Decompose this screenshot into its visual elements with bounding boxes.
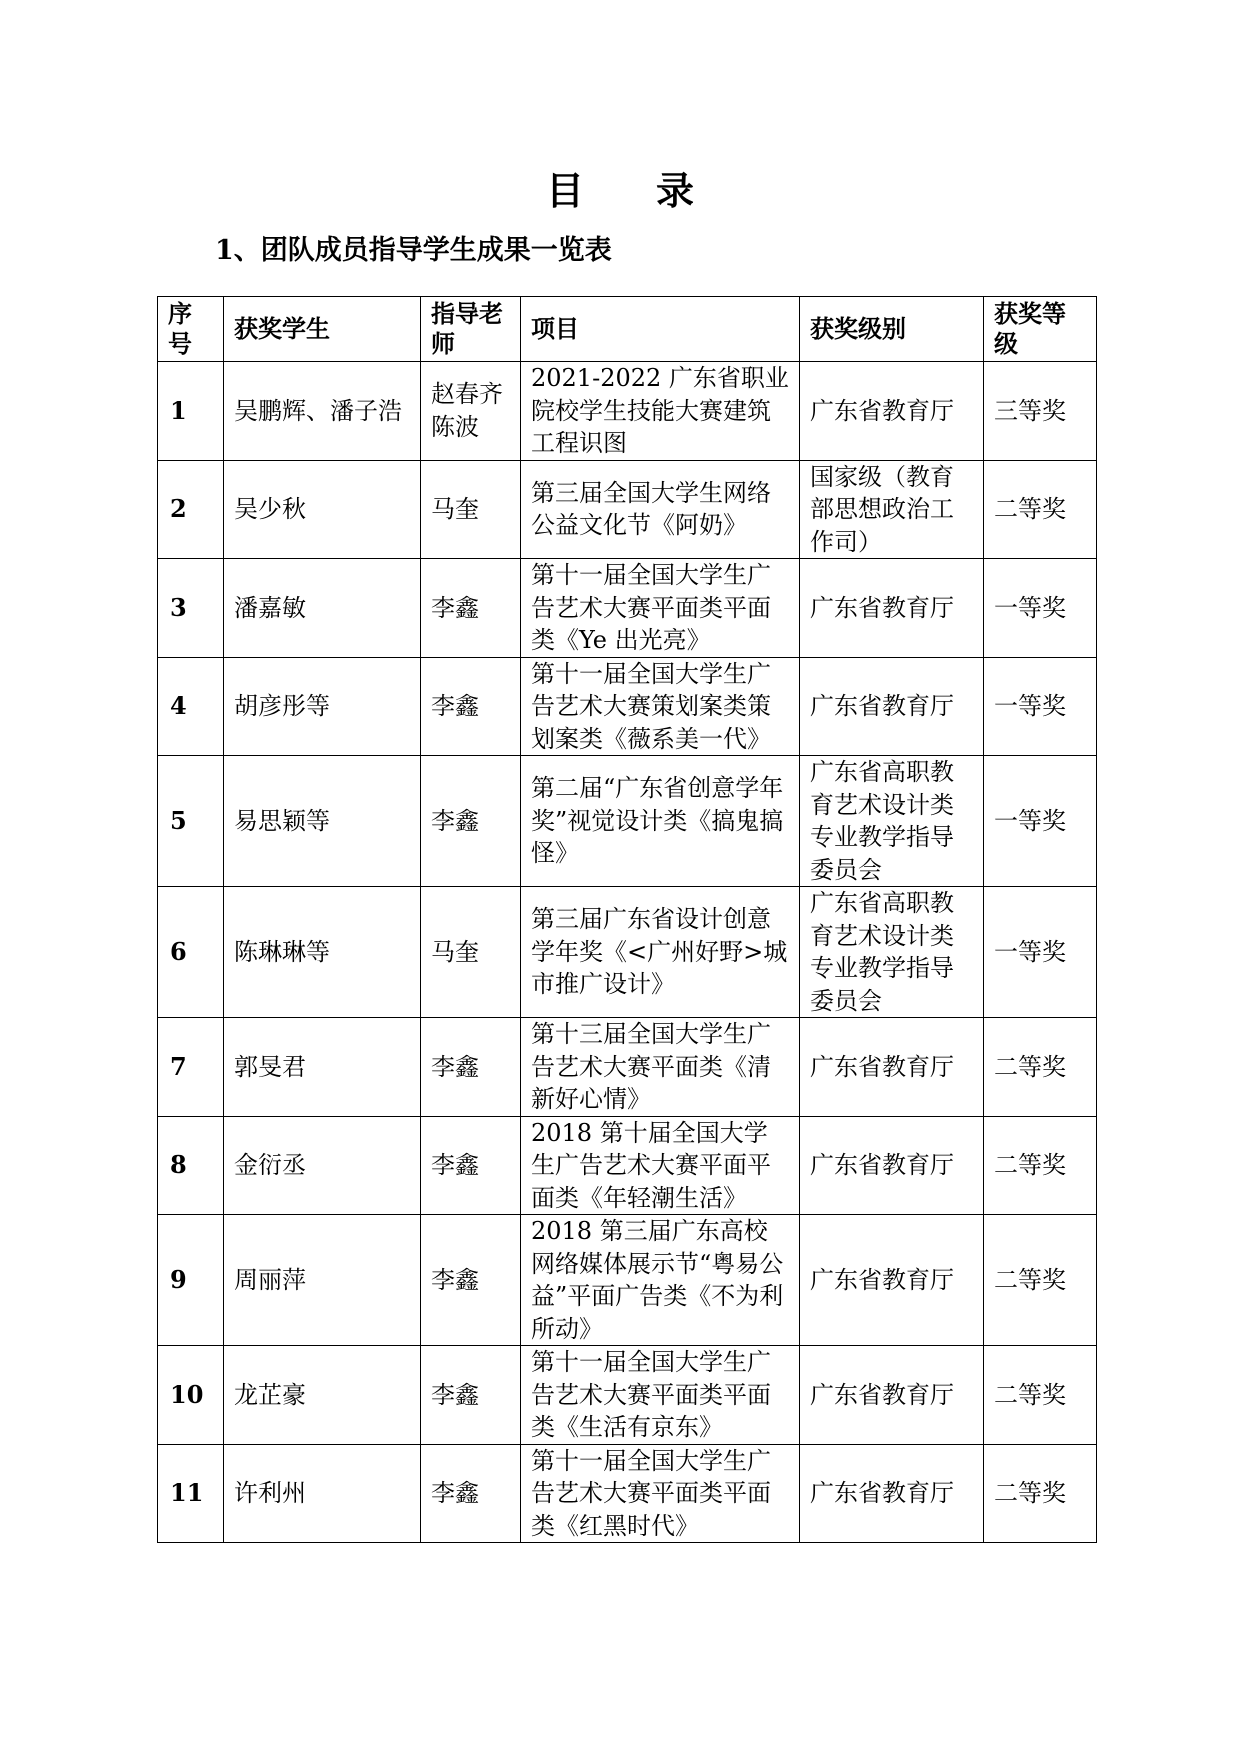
cell-level: 广东省高职教育艺术设计类专业教学指导委员会 (800, 756, 984, 887)
table-row (158, 657, 1097, 756)
cell-index: 1 (158, 362, 224, 461)
cell-project: 第二届“广东省创意学年奖”视觉设计类《搞鬼搞怪》 (521, 756, 800, 887)
cell-index: 8 (158, 1116, 224, 1215)
cell-teacher: 李鑫 (421, 1444, 521, 1543)
cell-level: 广东省教育厅 (800, 1215, 984, 1346)
cell-index: 6 (158, 887, 224, 1018)
page-title: 目录 (545, 168, 766, 213)
cell-level: 广东省教育厅 (800, 1444, 984, 1543)
cell-award: 二等奖 (984, 1116, 1097, 1215)
cell-student: 许利州 (224, 1444, 421, 1543)
header-student: 获奖学生 (224, 297, 421, 362)
cell-student: 金衍丞 (224, 1116, 421, 1215)
header-level: 获奖级别 (800, 297, 984, 362)
cell-level: 广东省高职教育艺术设计类专业教学指导委员会 (800, 887, 984, 1018)
cell-level: 广东省教育厅 (800, 1116, 984, 1215)
cell-student: 郭旻君 (224, 1018, 421, 1117)
cell-award: 一等奖 (984, 559, 1097, 658)
table-row (158, 1018, 1097, 1117)
cell-teacher: 赵春齐陈波 (421, 362, 521, 461)
cell-teacher: 李鑫 (421, 657, 521, 756)
cell-award: 二等奖 (984, 1346, 1097, 1445)
cell-award: 一等奖 (984, 887, 1097, 1018)
cell-student: 周丽萍 (224, 1215, 421, 1346)
cell-level: 国家级（教育部思想政治工作司） (800, 460, 984, 559)
table-row (158, 559, 1097, 658)
cell-student: 龙芷豪 (224, 1346, 421, 1445)
cell-teacher: 李鑫 (421, 756, 521, 887)
table-row (158, 756, 1097, 887)
cell-student: 潘嘉敏 (224, 559, 421, 658)
table-row (158, 1215, 1097, 1346)
table-row (158, 362, 1097, 461)
cell-teacher: 马奎 (421, 887, 521, 1018)
cell-award: 二等奖 (984, 1215, 1097, 1346)
cell-teacher: 马奎 (421, 460, 521, 559)
cell-teacher: 李鑫 (421, 1346, 521, 1445)
cell-level: 广东省教育厅 (800, 657, 984, 756)
cell-level: 广东省教育厅 (800, 1346, 984, 1445)
cell-teacher: 李鑫 (421, 1116, 521, 1215)
cell-index: 7 (158, 1018, 224, 1117)
cell-project: 第十一届全国大学生广告艺术大赛平面类平面类《红黑时代》 (521, 1444, 800, 1543)
cell-level: 广东省教育厅 (800, 1018, 984, 1117)
header-project: 项目 (521, 297, 800, 362)
cell-project: 2021-2022 广东省职业院校学生技能大赛建筑工程识图 (521, 362, 800, 461)
cell-project: 2018 第三届广东高校网络媒体展示节“粤易公益”平面广告类《不为利所动》 (521, 1215, 800, 1346)
cell-index: 5 (158, 756, 224, 887)
cell-index: 3 (158, 559, 224, 658)
cell-index: 11 (158, 1444, 224, 1543)
cell-student: 胡彦彤等 (224, 657, 421, 756)
cell-project: 第十一届全国大学生广告艺术大赛平面类平面类《Ye 出光亮》 (521, 559, 800, 658)
cell-award: 一等奖 (984, 657, 1097, 756)
cell-level: 广东省教育厅 (800, 559, 984, 658)
table-row (158, 460, 1097, 559)
header-index: 序号 (158, 297, 224, 362)
cell-project: 第十三届全国大学生广告艺术大赛平面类《清新好心情》 (521, 1018, 800, 1117)
cell-award: 二等奖 (984, 1444, 1097, 1543)
cell-index: 10 (158, 1346, 224, 1445)
cell-index: 4 (158, 657, 224, 756)
cell-project: 第三届全国大学生网络公益文化节《阿奶》 (521, 460, 800, 559)
cell-student: 吴少秋 (224, 460, 421, 559)
cell-award: 一等奖 (984, 756, 1097, 887)
cell-student: 吴鹏辉、潘子浩 (224, 362, 421, 461)
cell-project: 2018 第十届全国大学生广告艺术大赛平面平面类《年轻潮生活》 (521, 1116, 800, 1215)
cell-project: 第十一届全国大学生广告艺术大赛平面类平面类《生活有京东》 (521, 1346, 800, 1445)
cell-award: 二等奖 (984, 460, 1097, 559)
cell-index: 9 (158, 1215, 224, 1346)
table-row (158, 1116, 1097, 1215)
cell-award: 三等奖 (984, 362, 1097, 461)
cell-teacher: 李鑫 (421, 1215, 521, 1346)
cell-teacher: 李鑫 (421, 559, 521, 658)
table-header-row (158, 297, 1097, 362)
header-teacher: 指导老师 (421, 297, 521, 362)
header-award: 获奖等级 (984, 297, 1097, 362)
cell-index: 2 (158, 460, 224, 559)
table-row (158, 1444, 1097, 1543)
cell-student: 易思颖等 (224, 756, 421, 887)
cell-student: 陈琳琳等 (224, 887, 421, 1018)
cell-award: 二等奖 (984, 1018, 1097, 1117)
cell-project: 第十一届全国大学生广告艺术大赛策划案类策划案类《薇系美一代》 (521, 657, 800, 756)
table-row (158, 887, 1097, 1018)
cell-project: 第三届广东省设计创意学年奖《<广州好野>城市推广设计》 (521, 887, 800, 1018)
section-heading: 1、团队成员指导学生成果一览表 (215, 235, 612, 266)
cell-teacher: 李鑫 (421, 1018, 521, 1117)
cell-level: 广东省教育厅 (800, 362, 984, 461)
table-row (158, 1346, 1097, 1445)
results-table (157, 296, 1097, 1543)
